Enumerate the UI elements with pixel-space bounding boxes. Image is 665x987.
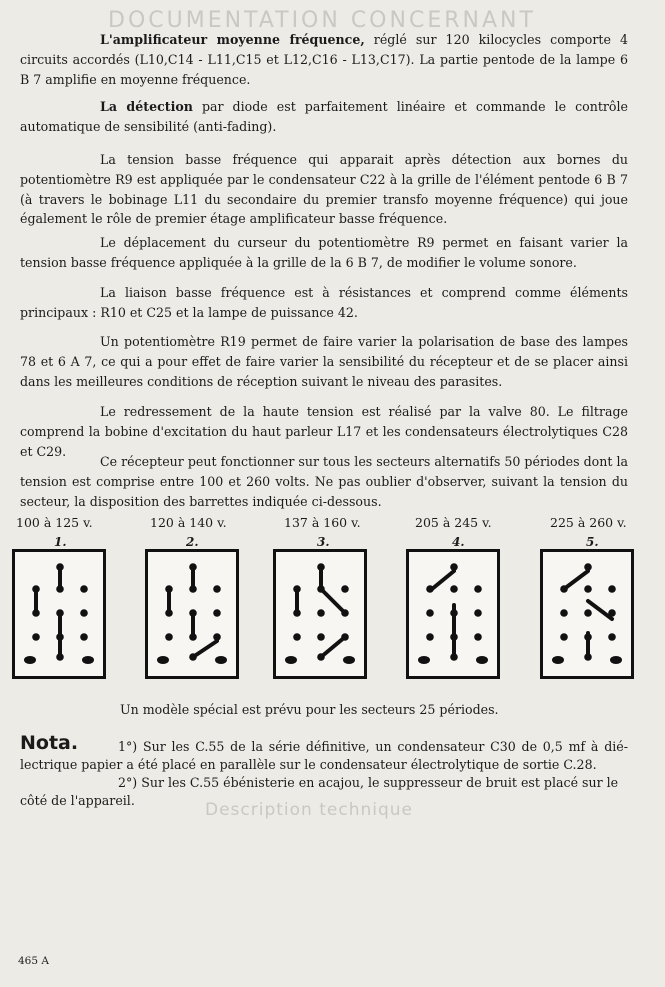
paragraph-1 bbox=[20, 30, 628, 89]
diagram-number-4: 4. bbox=[452, 535, 465, 549]
voltage-ranges bbox=[0, 515, 665, 535]
paragraph-6-text: Un potentiomètre R19 permet de faire varier la polarisation de base des lampes 78 et 6 A 7, ce qui a pour effet de faire varier la sensibilité du récepteur et de se placer ainsi dans les meilleures conditions de réception suivant le niveau des parasites. bbox=[20, 334, 628, 389]
paragraph-5 bbox=[20, 283, 628, 323]
paragraph-3-text: La tension basse fréquence qui apparait après détection aux bornes du potentiomètre R9 est appliquée par le condensateur C22 à la grille de l'élément pentode 6 B 7 (à travers le bobinage L11 du secondaire du premier transfo moyenne fréquence) qui joue également le rôle de premier étage amplificateur basse fréquence. bbox=[20, 152, 628, 227]
paragraph-2-text: par diode est parfaitement linéaire et commande le contrôle automatique de sensibilité (anti-fading). bbox=[20, 99, 628, 134]
paragraph-8 bbox=[20, 452, 628, 511]
paragraph-1-bold: L'amplificateur moyenne fréquence, bbox=[100, 32, 365, 47]
strap-diagram-4 bbox=[406, 549, 500, 679]
diagram-number-2: 2. bbox=[186, 535, 199, 549]
paragraph-1-text: réglé sur 120 kilocycles comporte 4 circuits accordés (L10,C14 - L11,C15 et L12,C16 - L13,C17). La partie pentode de la lampe 6 B 7 amplifie en moyenne fréquence. bbox=[20, 32, 629, 87]
nota-title: Nota. bbox=[20, 732, 79, 754]
strap-diagram-3 bbox=[273, 549, 367, 679]
paragraph-8-text: Ce récepteur peut fonctionner sur tous les secteurs alternatifs 50 périodes dont la tension est comprise entre 100 et 260 volts. Ne pas oublier d'observer, suivant la tension du secteur, la disposition des barrettes indiquée ci-dessous. bbox=[20, 454, 628, 509]
paragraph-4 bbox=[20, 233, 628, 273]
show-through-header: DOCUMENTATION CONCERNANT bbox=[108, 8, 536, 33]
paragraph-5-text: La liaison basse fréquence est à résistances et comprend comme éléments principaux : R10 et C25 et la lampe de puissance 42. bbox=[20, 285, 628, 320]
paragraph-2 bbox=[20, 97, 628, 137]
strap-diagram-5 bbox=[540, 549, 634, 679]
paragraph-6 bbox=[20, 332, 628, 391]
paragraph-2-bold: La détection bbox=[100, 99, 193, 114]
paragraph-7-text: Le redressement de la haute tension est réalisé par la valve 80. Le filtrage comprend la bobine d'excitation du haut parleur L17 et les condensateurs électrolytiques C28 et C29. bbox=[20, 404, 628, 459]
nota-item-2 bbox=[20, 774, 628, 810]
nota-item-1b: lectrique papier a été placé en parallèle sur le condensateur électrolytique de sortie C.28. bbox=[20, 757, 597, 772]
page-footer: 465 A bbox=[18, 955, 49, 967]
nota-item-1a: 1°) Sur les C.55 de la série définitive, un condensateur C30 de 0,5 mf à dié- bbox=[118, 739, 628, 754]
range-label-3: 137 à 160 v. bbox=[284, 515, 361, 530]
range-label-2: 120 à 140 v. bbox=[150, 515, 227, 530]
strap-diagram-2 bbox=[145, 549, 239, 679]
diagram-number-3: 3. bbox=[317, 535, 330, 549]
paragraph-4-text: Le déplacement du curseur du potentiomètre R9 permet en faisant varier la tension basse fréquence appliquée à la grille de la 6 B 7, de modifier le volume sonore. bbox=[20, 235, 628, 270]
special-model-note: Un modèle spécial est prévu pour les secteurs 25 périodes. bbox=[120, 702, 499, 717]
diagram-number-5: 5. bbox=[586, 535, 599, 549]
range-label-5: 225 à 260 v. bbox=[550, 515, 627, 530]
paragraph-3 bbox=[20, 150, 628, 229]
strap-diagram-1 bbox=[12, 549, 106, 679]
nota-item-2-text: 2°) Sur les C.55 ébénisterie en acajou, le suppresseur de bruit est placé sur le côté de l'appareil. bbox=[20, 775, 619, 808]
show-through-heading: Description technique bbox=[205, 800, 413, 820]
range-label-4: 205 à 245 v. bbox=[415, 515, 492, 530]
range-label-1: 100 à 125 v. bbox=[16, 515, 93, 530]
diagram-number-1: 1. bbox=[54, 535, 67, 549]
